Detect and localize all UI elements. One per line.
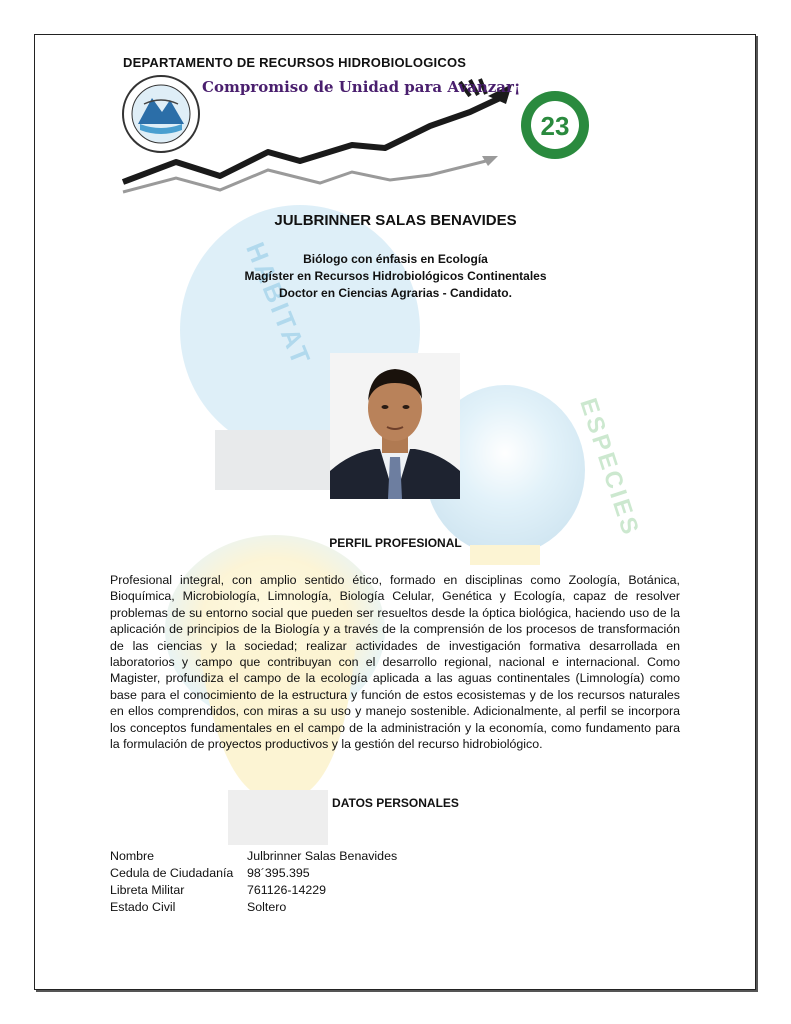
field-label: Nombre (110, 849, 155, 863)
svg-text:23: 23 (540, 111, 570, 141)
watermark-word-especies: ESPECIES (574, 395, 645, 541)
field-value: 761126-14229 (247, 883, 327, 897)
field-value: Julbrinner Salas Benavides (247, 849, 398, 863)
portrait-photo (330, 353, 460, 499)
field-label: Cedula de Ciudadanía (110, 866, 234, 880)
department-title: DEPARTAMENTO DE RECURSOS HIDROBIOLOGICOS (123, 55, 467, 70)
motto-text: Compromiso de Unidad para Avanzar¡ (202, 78, 521, 96)
credential-line: Biólogo con énfasis en Ecología (303, 252, 488, 266)
field-label: Libreta Militar (110, 883, 185, 897)
field-value: 98´395.395 (247, 866, 310, 880)
personal-row-civil (110, 899, 286, 915)
personal-row-id (110, 865, 310, 881)
personal-row-military (110, 882, 326, 898)
anniversary-badge-icon (521, 91, 589, 159)
field-label: Estado Civil (110, 900, 176, 914)
field-value: Soltero (247, 900, 287, 914)
person-name: JULBRINNER SALAS BENAVIDES (274, 212, 517, 229)
credential-line: Magíster en Recursos Hidrobiológicos Continentales (244, 269, 547, 283)
header-graphic (0, 0, 791, 220)
personal-data-heading: DATOS PERSONALES (332, 796, 459, 810)
credential-line: Doctor en Ciencias Agrarias - Candidato. (279, 286, 512, 300)
university-seal-icon (123, 76, 199, 152)
watermark-word-habitat: HABITAT (240, 238, 318, 371)
personal-row-name (110, 848, 397, 864)
profile-paragraph: Profesional integral, con amplio sentido ético, formado en disciplinas como Zoología, Botánica, Bioquímica, Microbiología, Limnología, Biología Celular, Genética y Ecología, capaz de resolver problemas de su entorno social que pueden ser resueltos desde la óptica biológica, haciendo uso de la aplicación de principios de la Biología y a través de la comprensión de los procesos de transformación de las ciencias y la sociedad; realizar actividades de investigación formativa desarrollada en laboratorios y campo que contribuyan con el desarrollo regional, nacional e internacional. Como Magister, profundiza el campo de la ecología aplicada a las aguas continentales (Limnología) como base para el conocimiento de la estructura y función de estos ecosistemas y de los recursos naturales en ellos comprendidos, con miras a su uso y manejo sostenible. Adicionalmente, al perfil se incorpora los conceptos fundamentales en el campo de la administración y la economía, como fundamento para la formulación de proyectos productivos y la gestión del recurso hidrobiológico. (110, 573, 680, 752)
profile-heading: PERFIL PROFESIONAL (329, 536, 462, 550)
